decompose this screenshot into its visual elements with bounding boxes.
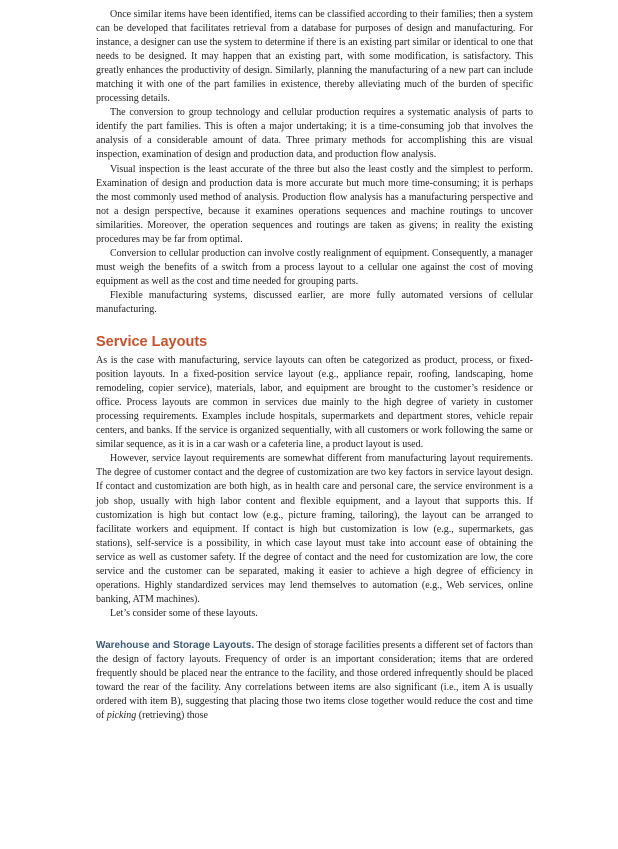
paragraph-warehouse <box>96 639 533 723</box>
section-heading-service-layouts: Service Layouts <box>96 334 208 351</box>
page-body <box>96 8 533 723</box>
paragraph: Conversion to cellular production can involve costly realignment of equipment. Consequently, a manager must weigh the benefits of a switch from a process layout to a cellular one against the cost of moving equipment as well as the cost and time needed for grouping parts. <box>96 247 533 287</box>
paragraph: As is the case with manufacturing, service layouts can often be categorized as product, process, or fixed-position layouts. In a fixed-position service layout (e.g., appliance repair, roofing, landscaping, home remodeling, copier service), materials, labor, and equipment are brought to the customer’s residence or office. Process layouts are common in services due mainly to the high degree of variety in customer processing requirements. Examples include hospitals, supermarkets and department stores, vehicle repair centers, and banks. If the service is organized sequentially, with all customers or work following the same or similar sequence, as it is in a car wash or a cafeteria line, a product layout is used. <box>96 355 533 451</box>
subsection-heading: Warehouse and Storage Layouts. <box>96 639 255 651</box>
paragraph: Visual inspection is the least accurate of the three but also the least costly and the simplest to perform. Examination of design and production data is more accurate but much more time-consuming; it is perhaps the most commonly used method of analysis. Production flow analysis has a manufacturing perspective and not a design perspective, because it examines operations sequences and machine routings to uncover similarities. Moreover, the operation sequences and routings are taken as givens; in reality the existing procedures may be far from optimal. <box>96 163 533 245</box>
paragraph-text: (retrieving) those <box>136 710 208 722</box>
paragraph: Let’s consider some of these layouts. <box>110 607 258 619</box>
paragraph: However, service layout requirements are somewhat different from manufacturing layout requirements. The degree of customer contact and the degree of customization are two key factors in service layout design. If contact and customization are both high, as in health care and personal care, the service environment is a job shop, usually with high labor content and flexible equipment, and a layout that supports this. If customization is high but contact low (e.g., picture framing, tailoring), the layout can be arranged to facilitate workers and equipment. If contact is high but customization is low (e.g., supermarkets, gas stations), self-service is a possibility, in which case layout must take into account ease of obtaining the service as well as customer safety. If the degree of contact and the need for customization are low, the core service and the customer can be separated, making it easier to achieve a high degree of efficiency in operations. Highly standardized services may lend themselves to automation (e.g., Web services, online banking, ATM machines). <box>96 453 533 605</box>
italic-term: picking <box>106 710 137 722</box>
paragraph: Once similar items have been identified, items can be classified according to their families; then a system can be developed that facilitates retrieval from a database for purposes of design and manufacturing. For instance, a designer can use the system to determine if there is an existing part similar or identical to one that needs to be designed. It may happen that an existing part, with some modification, is satisfactory. This greatly enhances the productivity of design. Similarly, planning the manufacturing of a new part can include matching it with one of the part families in existence, thereby alleviating much of the burden of specific processing details. <box>96 9 533 105</box>
paragraph: The conversion to group technology and cellular production requires a systematic analysis of parts to identify the part families. This is often a major undertaking; it is a time-consuming job that involves the analysis of a considerable amount of data. Three primary methods for accomplishing this are visual inspection, examination of design and production data, and production flow analysis. <box>96 107 533 161</box>
paragraph-text: The design of storage facilities presents a different set of factors than the design of factory layouts. Frequency of order is an important consideration; items that are ordered frequently should be placed near the entrance to the facility, and those ordered infrequently should be placed toward the rear of the facility. Any correlations between items are also significant (i.e., item A is usually ordered with item B), suggesting that placing those two items close together would reduce the cost and time of <box>96 639 533 722</box>
paragraph: Flexible manufacturing systems, discussed earlier, are more fully automated versions of cellular manufacturing. <box>96 289 533 315</box>
